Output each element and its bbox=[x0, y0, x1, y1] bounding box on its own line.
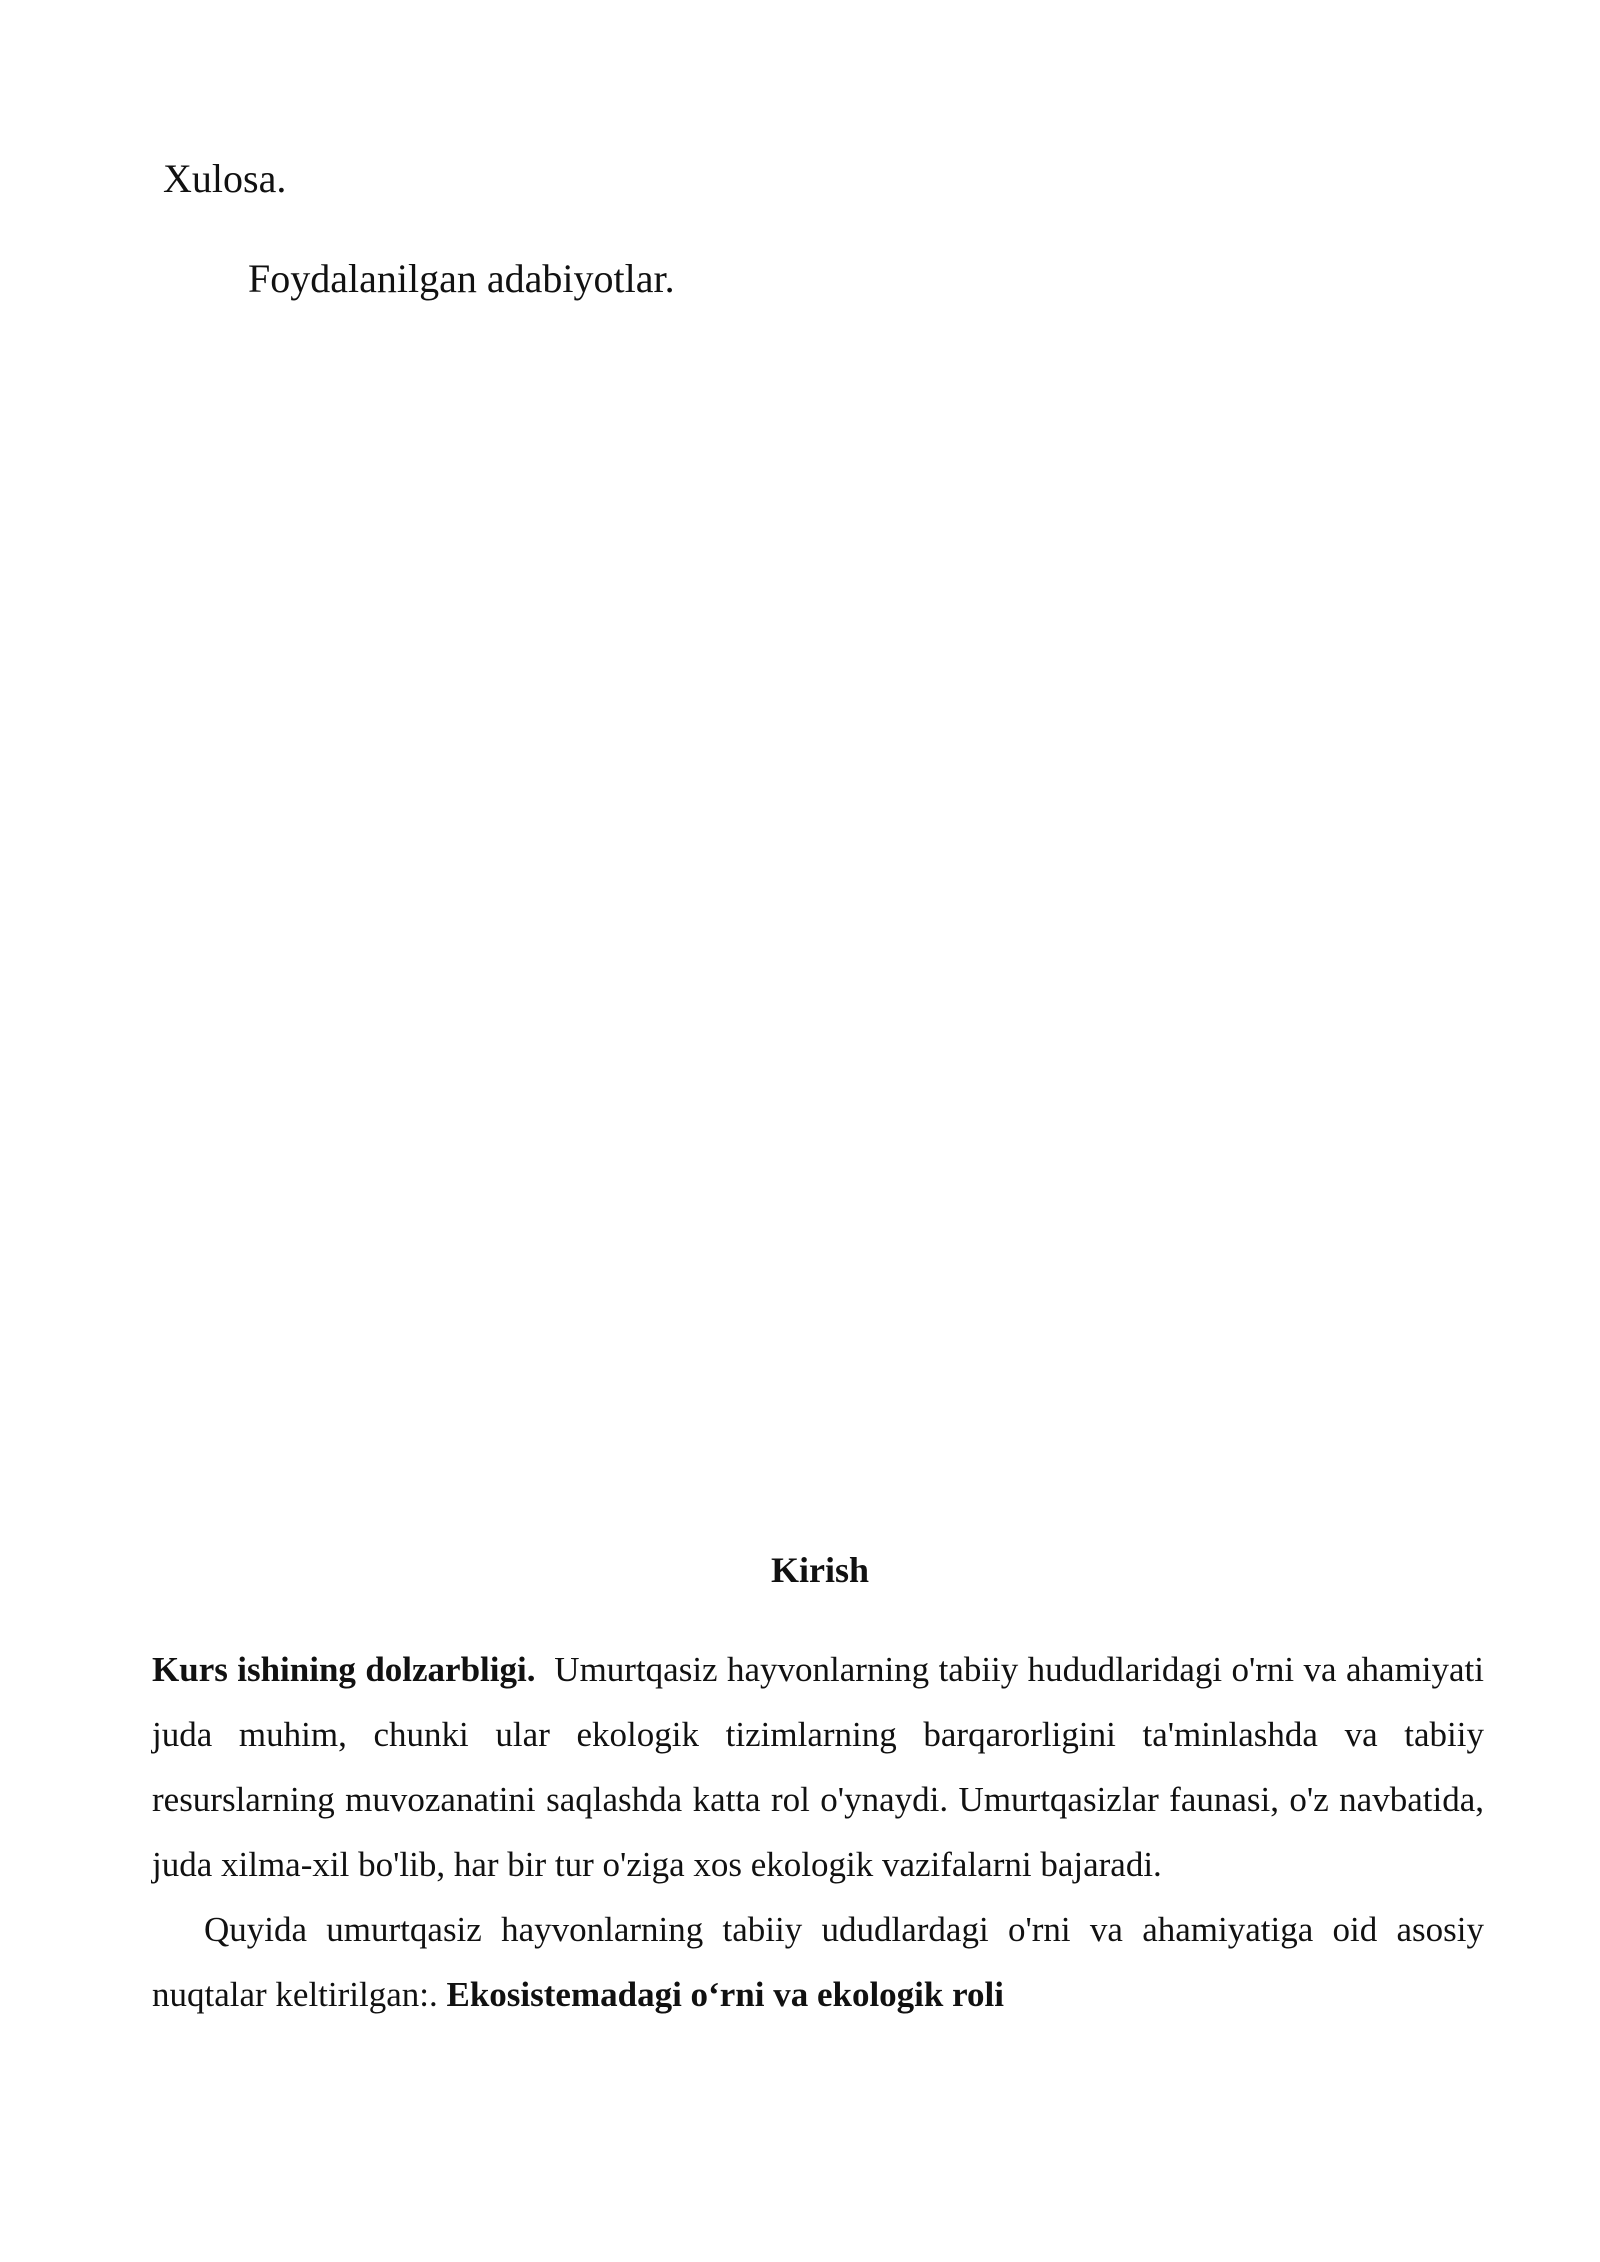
toc-item-xulosa: Xulosa. bbox=[163, 156, 287, 201]
paragraph-text: Umurtqasiz hayvonlarning tabiiy hududlaridagi o'rni va ahamiyati juda muhim, chunki ular ekologik tizimlarning barqarorligini ta'minlashda va tabiiy resurslarning muvozanatini saqlashda katta rol o'ynaydi. Umurtqasizlar faunasi, o'z navbatida, juda xilma-xil bo'lib, har bir tur o'ziga xos ekologik vazifalarni bajaradi. bbox=[152, 1650, 1484, 1884]
section-heading: Kirish bbox=[770, 1550, 869, 1590]
toc-item-adabiyotlar: Foydalanilgan adabiyotlar. bbox=[248, 256, 675, 301]
subheading-inline: Ekosistemadagi o‘rni va ekologik roli bbox=[446, 1975, 1004, 2014]
paragraph-text: Quyida umurtqasiz hayvonlarning tabiiy ududlardagi o'rni va ahamiyatiga oid asosiy nuqtalar keltirilgan:. bbox=[152, 1910, 1484, 2014]
paragraph-dolzarblik bbox=[152, 1637, 1484, 1897]
paragraph-asosiy bbox=[152, 1897, 1484, 2027]
paragraph-lead: Kurs ishining dolzarbligi. bbox=[152, 1650, 536, 1689]
intro-body bbox=[152, 1637, 1484, 2027]
